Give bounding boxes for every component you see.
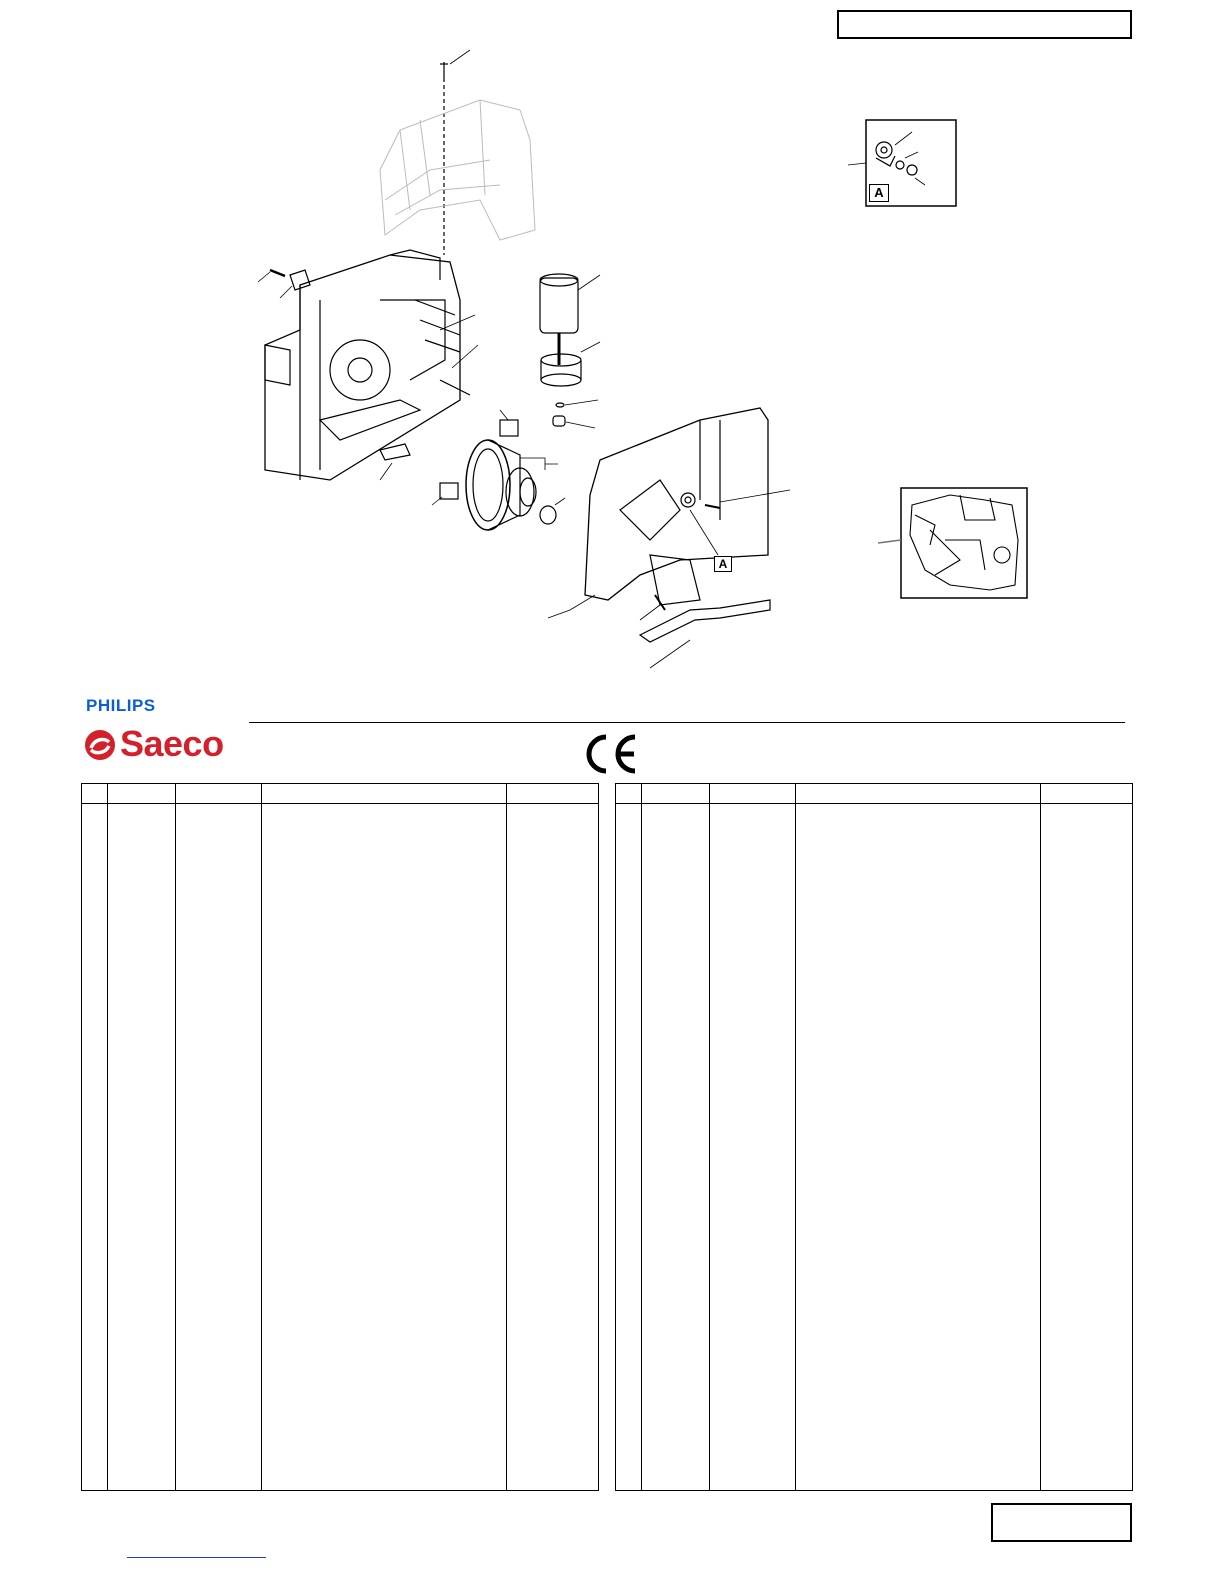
col-header — [1041, 784, 1133, 804]
table-cell — [82, 804, 108, 1491]
table-cell — [796, 804, 1041, 1491]
detail-a-callout — [869, 184, 889, 202]
col-header — [82, 784, 108, 804]
table-cell — [642, 804, 710, 1491]
table-row — [82, 804, 599, 1491]
col-header — [262, 784, 507, 804]
col-header — [796, 784, 1041, 804]
saeco-wordmark: Saeco — [120, 723, 224, 764]
col-header — [507, 784, 599, 804]
table-cell — [108, 804, 176, 1491]
philips-logo-icon — [86, 696, 156, 716]
parts-table-right — [615, 783, 1133, 1491]
table-cell — [1041, 804, 1133, 1491]
saeco-logo-icon — [83, 728, 117, 762]
table-cell — [507, 804, 599, 1491]
table-cell — [262, 804, 507, 1491]
table-header-row — [82, 784, 599, 804]
col-header — [710, 784, 796, 804]
table-cell — [616, 804, 642, 1491]
saeco-logo — [83, 723, 253, 764]
detail-a-label: A — [874, 185, 884, 200]
col-header — [616, 784, 642, 804]
table-cell — [176, 804, 262, 1491]
col-header — [642, 784, 710, 804]
parts-table-left — [81, 783, 599, 1491]
header-rule — [249, 722, 1125, 723]
table-header-row — [616, 784, 1133, 804]
table-row — [616, 804, 1133, 1491]
main-a-callout — [714, 556, 732, 572]
exploded-diagram — [0, 0, 1224, 680]
footer-box — [991, 1503, 1132, 1542]
footer-link[interactable] — [127, 1557, 266, 1558]
main-a-label: A — [718, 557, 728, 571]
ce-mark-icon — [582, 733, 642, 777]
philips-wordmark: PHILIPS — [86, 696, 156, 715]
col-header — [176, 784, 262, 804]
table-cell — [710, 804, 796, 1491]
col-header — [108, 784, 176, 804]
